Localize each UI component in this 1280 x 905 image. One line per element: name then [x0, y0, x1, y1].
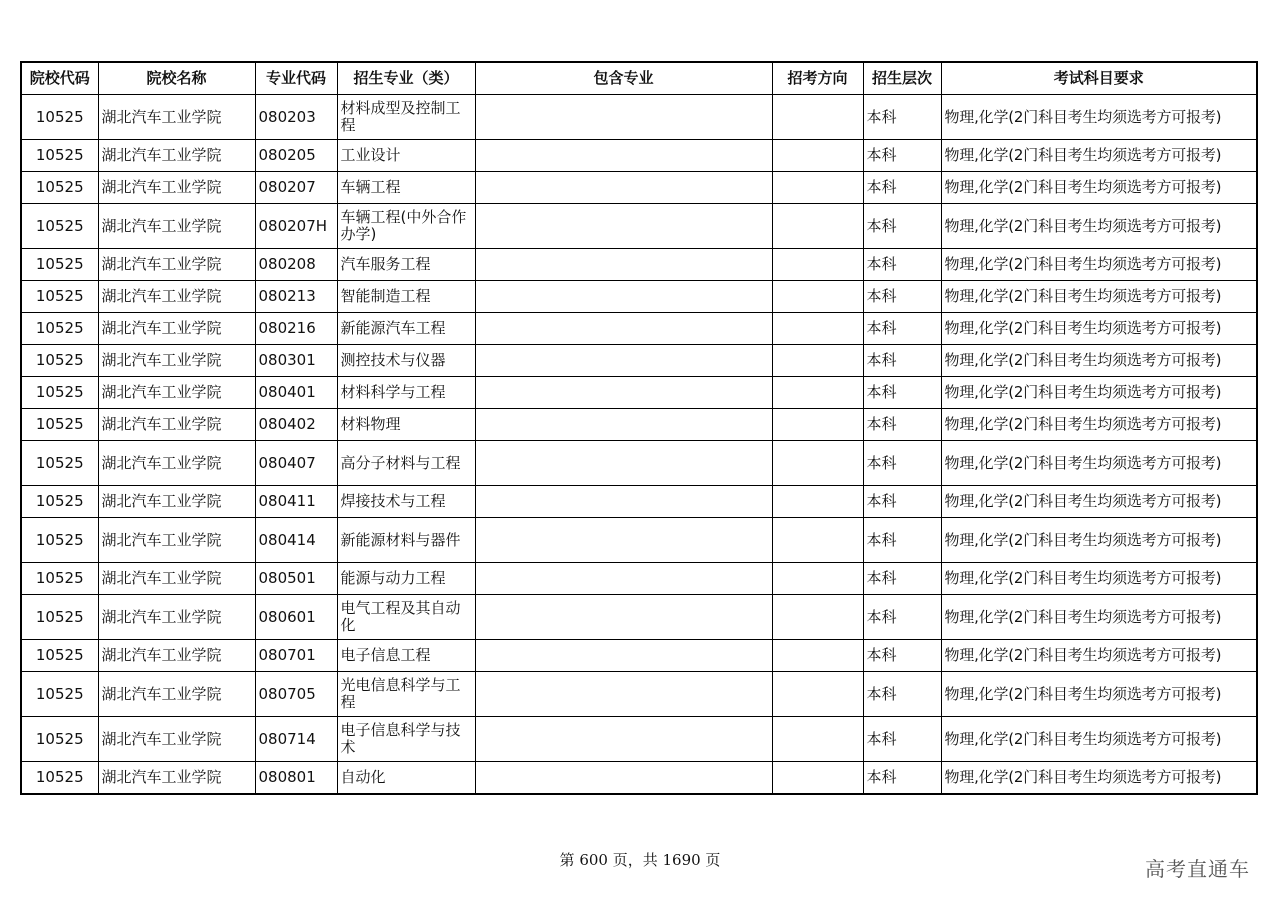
table-row [21, 563, 1257, 595]
table-row [21, 140, 1257, 172]
table-row [21, 518, 1257, 563]
cell-direction [772, 345, 863, 377]
cell-school-name: 湖北汽车工业学院 [98, 486, 255, 518]
cell-includes [475, 595, 772, 640]
table-row [21, 717, 1257, 762]
cell-direction [772, 377, 863, 409]
cell-requirement: 物理,化学(2门科目考生均须选考方可报考) [941, 204, 1257, 249]
cell-school-code: 10525 [21, 595, 98, 640]
cell-major: 高分子材料与工程 [337, 441, 475, 486]
cell-includes [475, 95, 772, 140]
table-row [21, 345, 1257, 377]
cell-level: 本科 [863, 313, 941, 345]
cell-school-code: 10525 [21, 345, 98, 377]
cell-school-name: 湖北汽车工业学院 [98, 95, 255, 140]
cell-major: 车辆工程(中外合作办学) [337, 204, 475, 249]
cell-school-name: 湖北汽车工业学院 [98, 313, 255, 345]
col-header-level: 招生层次 [863, 62, 941, 95]
table-row [21, 595, 1257, 640]
cell-major: 自动化 [337, 762, 475, 795]
cell-major-code: 080205 [255, 140, 337, 172]
cell-includes [475, 377, 772, 409]
cell-requirement: 物理,化学(2门科目考生均须选考方可报考) [941, 762, 1257, 795]
cell-requirement: 物理,化学(2门科目考生均须选考方可报考) [941, 313, 1257, 345]
col-header-direction: 招考方向 [772, 62, 863, 95]
cell-requirement: 物理,化学(2门科目考生均须选考方可报考) [941, 345, 1257, 377]
cell-school-code: 10525 [21, 409, 98, 441]
cell-includes [475, 518, 772, 563]
table-row [21, 672, 1257, 717]
cell-major: 电子信息科学与技术 [337, 717, 475, 762]
cell-requirement: 物理,化学(2门科目考生均须选考方可报考) [941, 595, 1257, 640]
cell-school-name: 湖北汽车工业学院 [98, 563, 255, 595]
cell-requirement: 物理,化学(2门科目考生均须选考方可报考) [941, 717, 1257, 762]
table-row [21, 204, 1257, 249]
table-row [21, 95, 1257, 140]
cell-major: 材料科学与工程 [337, 377, 475, 409]
cell-direction [772, 409, 863, 441]
cell-major-code: 080401 [255, 377, 337, 409]
cell-major: 光电信息科学与工程 [337, 672, 475, 717]
cell-includes [475, 486, 772, 518]
col-header-school-name: 院校名称 [98, 62, 255, 95]
cell-school-code: 10525 [21, 518, 98, 563]
cell-direction [772, 595, 863, 640]
cell-major-code: 080207 [255, 172, 337, 204]
table-row [21, 486, 1257, 518]
cell-major-code: 080705 [255, 672, 337, 717]
table-row [21, 640, 1257, 672]
cell-requirement: 物理,化学(2门科目考生均须选考方可报考) [941, 281, 1257, 313]
cell-major: 新能源材料与器件 [337, 518, 475, 563]
cell-school-name: 湖北汽车工业学院 [98, 640, 255, 672]
cell-includes [475, 281, 772, 313]
cell-major-code: 080208 [255, 249, 337, 281]
cell-level: 本科 [863, 672, 941, 717]
cell-major: 车辆工程 [337, 172, 475, 204]
cell-school-code: 10525 [21, 204, 98, 249]
cell-level: 本科 [863, 140, 941, 172]
cell-direction [772, 441, 863, 486]
cell-school-code: 10525 [21, 377, 98, 409]
cell-includes [475, 762, 772, 795]
cell-major: 材料物理 [337, 409, 475, 441]
cell-level: 本科 [863, 172, 941, 204]
cell-direction [772, 640, 863, 672]
cell-school-name: 湖北汽车工业学院 [98, 409, 255, 441]
cell-requirement: 物理,化学(2门科目考生均须选考方可报考) [941, 409, 1257, 441]
cell-school-code: 10525 [21, 313, 98, 345]
col-header-requirement: 考试科目要求 [941, 62, 1257, 95]
cell-requirement: 物理,化学(2门科目考生均须选考方可报考) [941, 486, 1257, 518]
cell-requirement: 物理,化学(2门科目考生均须选考方可报考) [941, 518, 1257, 563]
cell-major-code: 080411 [255, 486, 337, 518]
cell-school-name: 湖北汽车工业学院 [98, 717, 255, 762]
cell-major-code: 080203 [255, 95, 337, 140]
cell-school-code: 10525 [21, 441, 98, 486]
cell-includes [475, 717, 772, 762]
cell-major: 材料成型及控制工程 [337, 95, 475, 140]
cell-major-code: 080601 [255, 595, 337, 640]
cell-major-code: 080402 [255, 409, 337, 441]
cell-direction [772, 717, 863, 762]
cell-school-name: 湖北汽车工业学院 [98, 249, 255, 281]
cell-school-code: 10525 [21, 486, 98, 518]
cell-major-code: 080207H [255, 204, 337, 249]
cell-major-code: 080801 [255, 762, 337, 795]
cell-requirement: 物理,化学(2门科目考生均须选考方可报考) [941, 441, 1257, 486]
cell-school-name: 湖北汽车工业学院 [98, 518, 255, 563]
col-header-school-code: 院校代码 [21, 62, 98, 95]
cell-level: 本科 [863, 345, 941, 377]
cell-includes [475, 249, 772, 281]
cell-level: 本科 [863, 249, 941, 281]
cell-level: 本科 [863, 563, 941, 595]
cell-direction [772, 95, 863, 140]
cell-level: 本科 [863, 640, 941, 672]
table-body [21, 95, 1257, 795]
page-number: 第 600 页，共 1690 页 [559, 851, 721, 869]
cell-includes [475, 313, 772, 345]
cell-school-code: 10525 [21, 640, 98, 672]
cell-major: 电气工程及其自动化 [337, 595, 475, 640]
cell-major-code: 080213 [255, 281, 337, 313]
cell-major-code: 080714 [255, 717, 337, 762]
cell-school-name: 湖北汽车工业学院 [98, 172, 255, 204]
cell-requirement: 物理,化学(2门科目考生均须选考方可报考) [941, 172, 1257, 204]
cell-direction [772, 313, 863, 345]
cell-school-name: 湖北汽车工业学院 [98, 140, 255, 172]
cell-level: 本科 [863, 486, 941, 518]
cell-school-name: 湖北汽车工业学院 [98, 672, 255, 717]
cell-direction [772, 204, 863, 249]
cell-includes [475, 563, 772, 595]
cell-school-name: 湖北汽车工业学院 [98, 377, 255, 409]
cell-school-code: 10525 [21, 95, 98, 140]
cell-direction [772, 281, 863, 313]
cell-direction [772, 249, 863, 281]
table-row [21, 377, 1257, 409]
cell-includes [475, 409, 772, 441]
cell-major: 工业设计 [337, 140, 475, 172]
cell-requirement: 物理,化学(2门科目考生均须选考方可报考) [941, 563, 1257, 595]
cell-requirement: 物理,化学(2门科目考生均须选考方可报考) [941, 95, 1257, 140]
cell-school-code: 10525 [21, 281, 98, 313]
cell-major-code: 080216 [255, 313, 337, 345]
cell-direction [772, 486, 863, 518]
cell-school-name: 湖北汽车工业学院 [98, 281, 255, 313]
cell-major: 智能制造工程 [337, 281, 475, 313]
table-row [21, 249, 1257, 281]
cell-school-name: 湖北汽车工业学院 [98, 762, 255, 795]
cell-requirement: 物理,化学(2门科目考生均须选考方可报考) [941, 140, 1257, 172]
cell-major: 新能源汽车工程 [337, 313, 475, 345]
cell-includes [475, 172, 772, 204]
cell-level: 本科 [863, 204, 941, 249]
admissions-table [20, 61, 1258, 795]
cell-includes [475, 640, 772, 672]
cell-level: 本科 [863, 595, 941, 640]
cell-requirement: 物理,化学(2门科目考生均须选考方可报考) [941, 640, 1257, 672]
header-row [21, 62, 1257, 95]
cell-requirement: 物理,化学(2门科目考生均须选考方可报考) [941, 672, 1257, 717]
cell-major-code: 080501 [255, 563, 337, 595]
cell-direction [772, 672, 863, 717]
watermark-logo-text: 高考直通车 [1145, 857, 1250, 881]
cell-school-code: 10525 [21, 172, 98, 204]
cell-direction [772, 762, 863, 795]
cell-includes [475, 345, 772, 377]
cell-school-code: 10525 [21, 563, 98, 595]
table-row [21, 313, 1257, 345]
cell-school-name: 湖北汽车工业学院 [98, 345, 255, 377]
cell-includes [475, 204, 772, 249]
table-row [21, 409, 1257, 441]
cell-major: 能源与动力工程 [337, 563, 475, 595]
cell-level: 本科 [863, 409, 941, 441]
cell-school-name: 湖北汽车工业学院 [98, 204, 255, 249]
cell-major-code: 080407 [255, 441, 337, 486]
cell-includes [475, 140, 772, 172]
cell-level: 本科 [863, 518, 941, 563]
cell-school-code: 10525 [21, 672, 98, 717]
cell-major: 焊接技术与工程 [337, 486, 475, 518]
col-header-includes: 包含专业 [475, 62, 772, 95]
cell-major-code: 080301 [255, 345, 337, 377]
cell-direction [772, 140, 863, 172]
cell-major-code: 080701 [255, 640, 337, 672]
cell-school-code: 10525 [21, 140, 98, 172]
cell-level: 本科 [863, 717, 941, 762]
cell-level: 本科 [863, 95, 941, 140]
cell-school-code: 10525 [21, 762, 98, 795]
table-row [21, 441, 1257, 486]
cell-requirement: 物理,化学(2门科目考生均须选考方可报考) [941, 377, 1257, 409]
cell-level: 本科 [863, 762, 941, 795]
table-row [21, 172, 1257, 204]
cell-school-name: 湖北汽车工业学院 [98, 595, 255, 640]
cell-requirement: 物理,化学(2门科目考生均须选考方可报考) [941, 249, 1257, 281]
cell-school-code: 10525 [21, 717, 98, 762]
cell-includes [475, 441, 772, 486]
cell-direction [772, 518, 863, 563]
cell-level: 本科 [863, 281, 941, 313]
cell-direction [772, 172, 863, 204]
cell-direction [772, 563, 863, 595]
cell-major: 测控技术与仪器 [337, 345, 475, 377]
cell-major: 电子信息工程 [337, 640, 475, 672]
cell-level: 本科 [863, 377, 941, 409]
col-header-major: 招生专业（类） [337, 62, 475, 95]
cell-school-code: 10525 [21, 249, 98, 281]
col-header-major-code: 专业代码 [255, 62, 337, 95]
cell-school-name: 湖北汽车工业学院 [98, 441, 255, 486]
cell-includes [475, 672, 772, 717]
cell-level: 本科 [863, 441, 941, 486]
cell-major-code: 080414 [255, 518, 337, 563]
cell-major: 汽车服务工程 [337, 249, 475, 281]
table-row [21, 762, 1257, 795]
table-row [21, 281, 1257, 313]
